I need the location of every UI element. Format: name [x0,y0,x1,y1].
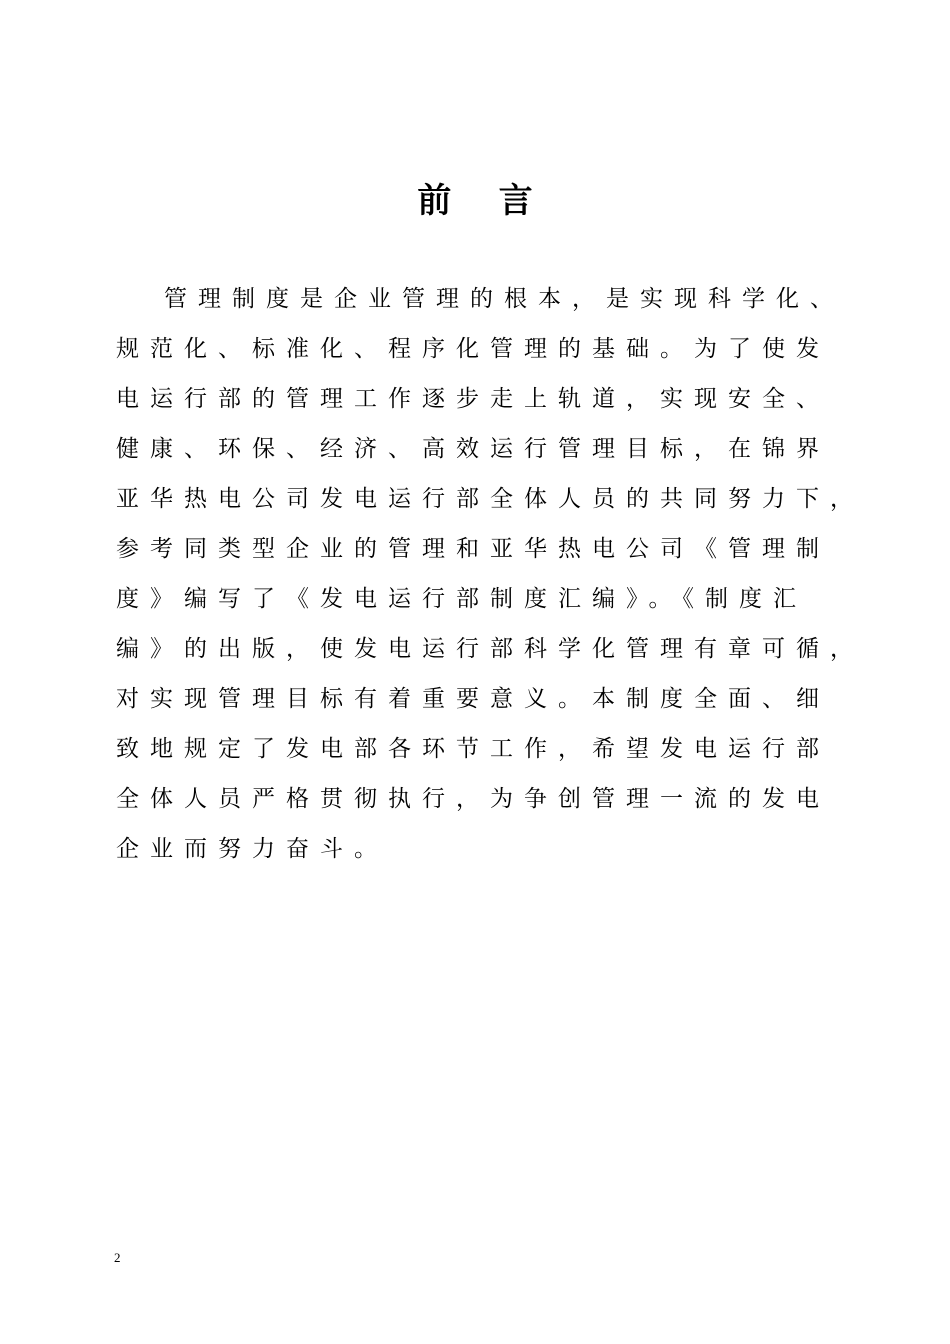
page-title: 前 言 [417,181,533,221]
paragraph-line: 致地规定了发电部各环节工作，希望发电运行部 [116,736,830,762]
paragraph-line: 参考同类型企业的管理和亚华热电公司《管理制 [116,536,830,562]
page-number: 2 [114,1250,121,1265]
paragraph-line: 规范化、标准化、程序化管理的基础。为了使发 [116,336,830,362]
paragraph-line: 亚华热电公司发电运行部全体人员的共同努力下， [116,486,864,512]
paragraph-line: 电运行部的管理工作逐步走上轨道，实现安全、 [116,386,830,412]
paragraph-line: 健康、环保、经济、高效运行管理目标，在锦界 [116,436,830,462]
paragraph-line: 对实现管理目标有着重要意义。本制度全面、细 [116,686,830,712]
paragraph-line: 全体人员严格贯彻执行，为争创管理一流的发电 [116,786,830,812]
paragraph-line: 编》的出版，使发电运行部科学化管理有章可循， [116,636,864,662]
paragraph-line: 度》编写了《发电运行部制度汇编》。《制度汇 [116,586,807,612]
preface-paragraph [116,280,876,880]
paragraph-line: 企业而努力奋斗。 [116,836,388,862]
paragraph-line: 管理制度是企业管理的根本，是实现科学化、 [164,286,844,312]
